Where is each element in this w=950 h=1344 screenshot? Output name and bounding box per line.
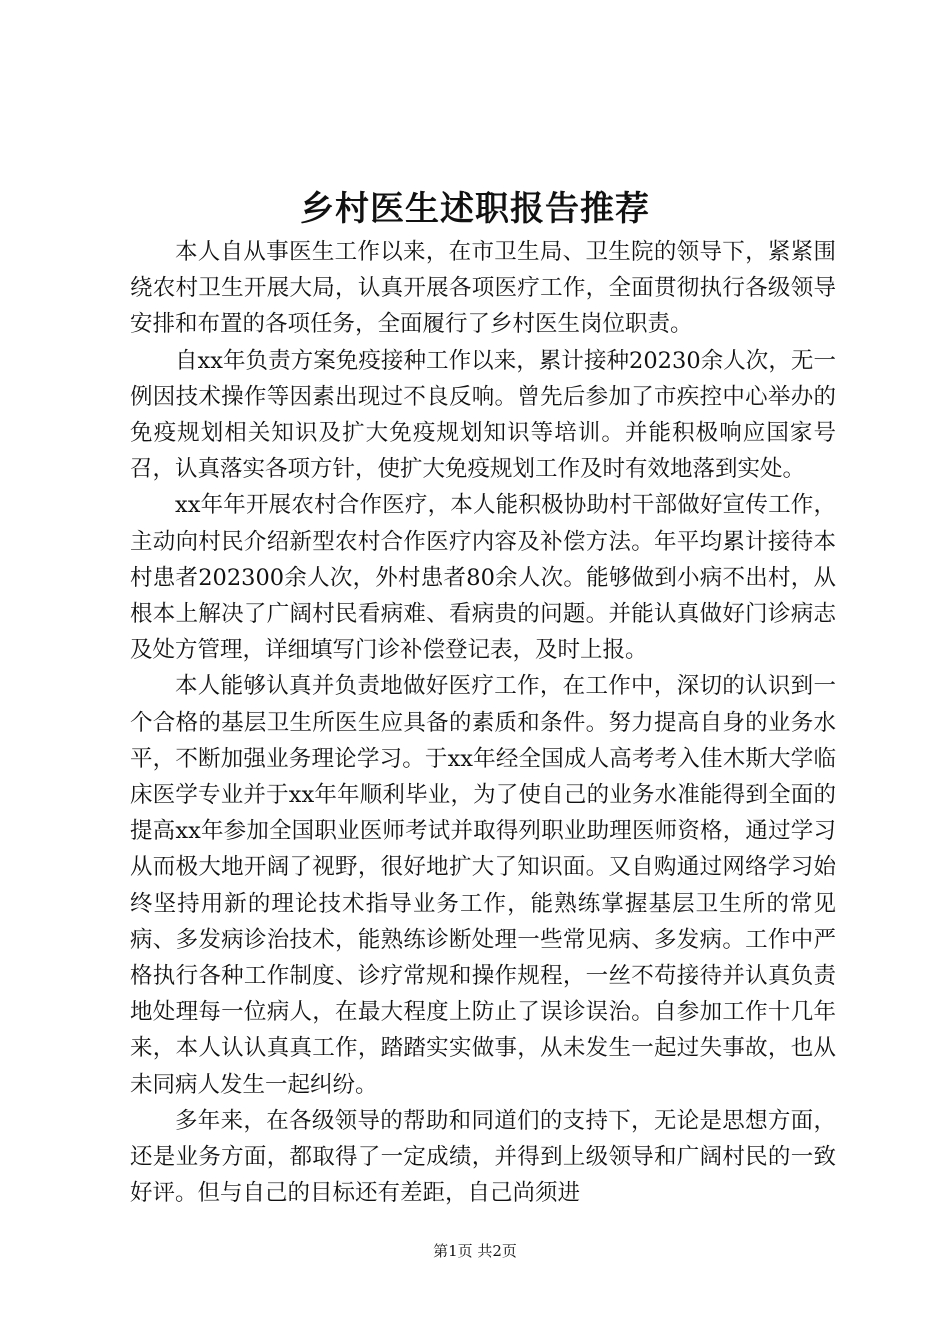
paragraph-intro: 本人自从事医生工作以来，在市卫生局、卫生院的领导下，紧紧围绕农村卫生开展大局，认真开展各项医疗工作，全面贯彻执行各级领导安排和布置的各项任务，全面履行了乡村医生岗位职责。 — [130, 239, 836, 338]
paragraph-immunization: 自xx年负责方案免疫接种工作以来，累计接种20230余人次，无一例因技术操作等因素出现过不良反响。曾先后参加了市疾控中心举办的免疫规划相关知识及扩大免疫规划知识等培训。并能积极响应国家号召，认真落实各项方针，使扩大免疫规划工作及时有效地落到实处。 — [130, 347, 836, 483]
document-body — [130, 234, 836, 1211]
document-title: 乡村医生述职报告推荐 — [300, 189, 650, 229]
paragraph-cooperative-medical: xx年年开展农村合作医疗，本人能积极协助村干部做好宣传工作，主动向村民介绍新型农村合作医疗内容及补偿方法。年平均累计接待本村患者202300余人次，外村患者80余人次。能够做到小病不出村，从根本上解决了广阔村民看病难、看病贵的问题。并能认真做好门诊病志及处方管理，详细填写门诊补偿登记表，及时上报。 — [130, 492, 836, 664]
paragraph-conclusion: 多年来，在各级领导的帮助和同道们的支持下，无论是思想方面，还是业务方面，都取得了一定成绩，并得到上级领导和广阔村民的一致好评。但与自己的目标还有差距，自己尚须进 — [130, 1107, 836, 1207]
page-footer: 第1页 共2页 — [433, 1242, 517, 1260]
paragraph-medical-work: 本人能够认真并负责地做好医疗工作，在工作中，深切的认识到一个合格的基层卫生所医生应具备的素质和条件。努力提高自身的业务水平，不断加强业务理论学习。于xx年经全国成人高考考入佳木斯大学临床医学专业并于xx年年顺利毕业，为了使自己的业务水准能得到全面的提高xx年参加全国职业医师考试并取得列职业助理医师资格，通过学习从而极大地开阔了视野，很好地扩大了知识面。又自购通过网络学习始终坚持用新的理论技术指导业务工作，能熟练掌握基层卫生所的常见病、多发病诊治技术，能熟练诊断处理一些常见病、多发病。工作中严格执行各种工作制度、诊疗常规和操作规程，一丝不苟接待并认真负责地处理每一位病人，在最大程度上防止了误诊误治。自参加工作十几年来，本人认认真真工作，踏踏实实做事，从未发生一起过失事故，也从未同病人发生一起纠纷。 — [130, 673, 836, 1098]
